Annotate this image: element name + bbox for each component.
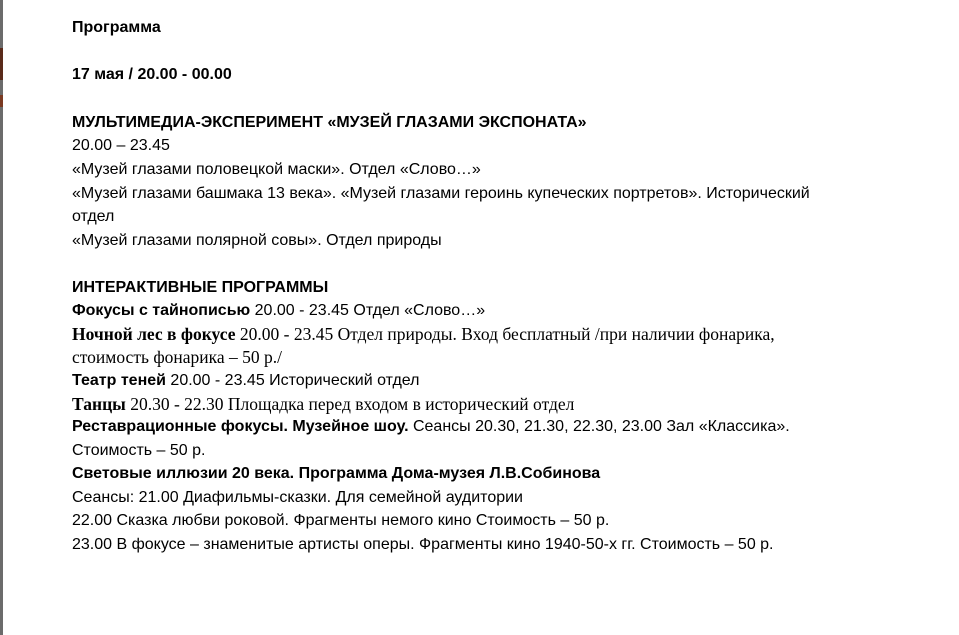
edge-mark bbox=[0, 95, 3, 107]
program-item bbox=[72, 370, 419, 392]
multimedia-line-continued: отдел bbox=[72, 208, 115, 225]
program-item bbox=[72, 393, 574, 415]
multimedia-time: 20.00 – 23.45 bbox=[72, 137, 170, 154]
program-item bbox=[72, 323, 775, 345]
program-item bbox=[72, 416, 790, 438]
edge-mark bbox=[0, 48, 3, 80]
section-title-interactive: ИНТЕРАКТИВНЫЕ ПРОГРАММЫ bbox=[72, 279, 329, 296]
program-item-details: 20.00 - 23.45 Исторический отдел bbox=[165, 372, 420, 389]
page-heading: Программа bbox=[72, 19, 161, 36]
multimedia-line: «Музей глазами башмака 13 века». «Музей глазами героинь купеческих портретов». Исторический bbox=[72, 185, 810, 202]
window-left-edge bbox=[0, 0, 3, 635]
program-item-continued: Стоимость – 50 р. bbox=[72, 442, 206, 459]
multimedia-line: «Музей глазами половецкой маски». Отдел «Слово…» bbox=[72, 161, 481, 178]
multimedia-line: «Музей глазами полярной совы». Отдел природы bbox=[72, 232, 442, 249]
program-item-details: 20.00 - 23.45 Отдел природы. Вход бесплатный /при наличии фонарика, bbox=[235, 324, 775, 344]
session-line: 22.00 Сказка любви роковой. Фрагменты немого кино Стоимость – 50 р. bbox=[72, 512, 610, 529]
sobinov-program-title: Световые иллюзии 20 века. Программа Дома-музея Л.В.Собинова bbox=[72, 465, 601, 482]
session-line: Сеансы: 21.00 Диафильмы-сказки. Для семейной аудитории bbox=[72, 489, 523, 506]
program-item-name: Ночной лес в фокусе bbox=[72, 324, 236, 344]
program-item-name: Фокусы с тайнописью bbox=[72, 302, 251, 319]
program-item-continued: стоимость фонарика – 50 р./ bbox=[72, 347, 283, 367]
program-item-name: Театр теней bbox=[72, 372, 166, 389]
program-item bbox=[72, 300, 485, 322]
program-item-details: 20.30 - 22.30 Площадка перед входом в исторический отдел bbox=[125, 394, 575, 414]
date-line: 17 мая / 20.00 - 00.00 bbox=[72, 66, 232, 83]
program-item-name: Реставрационные фокусы. Музейное шоу. bbox=[72, 418, 409, 435]
program-item-details: Сеансы 20.30, 21.30, 22.30, 23.00 Зал «Классика». bbox=[408, 418, 790, 435]
session-line: 23.00 В фокусе – знаменитые артисты оперы. Фрагменты кино 1940-50-х гг. Стоимость – 50 р. bbox=[72, 536, 774, 553]
program-item-name: Танцы bbox=[72, 394, 126, 414]
section-title-multimedia: МУЛЬТИМЕДИА-ЭКСПЕРИМЕНТ «МУЗЕЙ ГЛАЗАМИ ЭКСПОНАТА» bbox=[72, 114, 587, 131]
program-item-details: 20.00 - 23.45 Отдел «Слово…» bbox=[250, 302, 486, 319]
